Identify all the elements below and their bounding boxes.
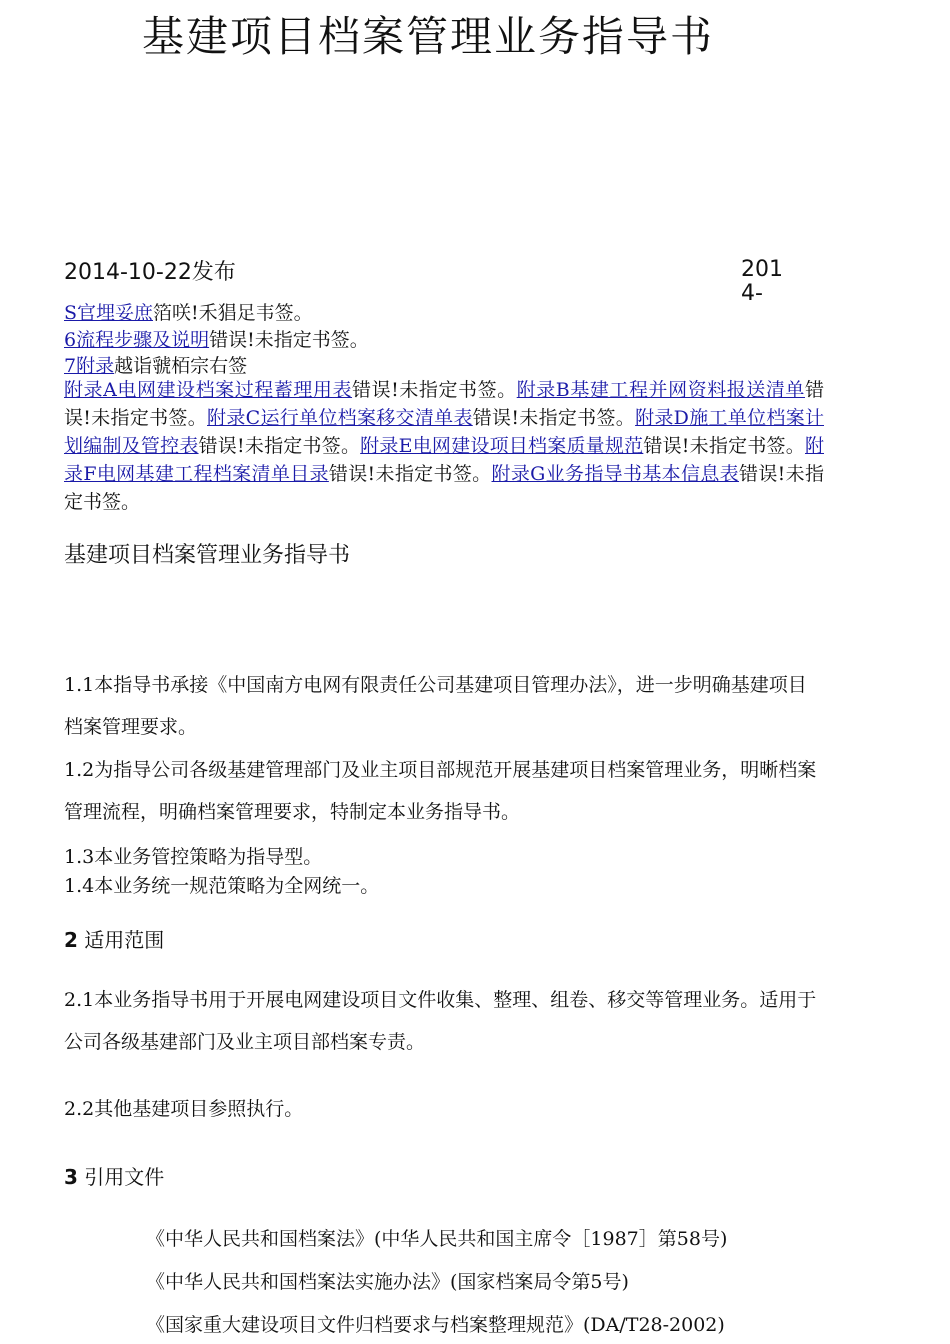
reference-item: 《中华人民共和国档案法实施办法》(国家档案局令第5号) [146, 1271, 629, 1293]
section-number: 3 [64, 1165, 78, 1189]
toc-error-text: 错误!未指定书签。 [198, 435, 361, 457]
toc-link-6[interactable]: 6流程步骤及说明 [64, 329, 210, 351]
paragraph-2-1: 2.1本业务指导书用于开展电网建设项目文件收集、整理、组卷、移交等管理业务。适用于公司各级基建部门及业主项目部档案专责。 [64, 989, 817, 1053]
toc-link-appendix-d[interactable]: 附录D施工单位档案计划编制及管控表 [64, 407, 824, 457]
toc-appendix-list [64, 376, 824, 516]
toc-link-appendix-f[interactable]: 附录F电网基建工程档案清单目录 [64, 435, 824, 485]
toc-link-appendix-e[interactable]: 附录E电网建设项目档案质量规范 [360, 435, 644, 457]
section-3-heading [64, 1161, 164, 1190]
paragraph-1-2: 1.2为指导公司各级基建管理部门及业主项目部规范开展基建项目档案管理业务，明晰档案管理流程，明确档案管理要求，特制定本业务指导书。 [64, 759, 817, 823]
toc-link-7[interactable]: 7附录 [64, 355, 115, 377]
document-title: 基建项目档案管理业务指导书 [142, 12, 715, 61]
section-number: 2 [64, 928, 78, 952]
paragraph-2-2: 2.2其他基建项目参照执行。 [64, 1098, 304, 1120]
toc-error-text: 错误!未指定书签。 [352, 379, 517, 401]
toc-error-text: 错误!未指定书签。 [328, 463, 492, 485]
paragraph-1-4: 1.4本业务统一规范策略为全网统一。 [64, 875, 380, 897]
section-2-heading [64, 924, 164, 953]
toc-entry-6 [64, 325, 369, 352]
effective-date [741, 258, 783, 306]
effective-date-line1: 201 [741, 257, 783, 282]
toc-error-text: 错误!未指定书签。 [643, 435, 805, 457]
toc-error-text: 箔咲!禾猖足韦签。 [153, 302, 313, 324]
section-title: 适用范围 [84, 928, 165, 952]
toc-error-text: 错误!未指定书签。 [64, 463, 824, 513]
paragraph-1-1: 1.1本指导书承接《中国南方电网有限责任公司基建项目管理办法》，进一步明确基建项目档案管理要求。 [64, 674, 807, 738]
effective-date-line2: 4- [741, 281, 763, 306]
toc-link-appendix-g[interactable]: 附录G业务指导书基本信息表 [491, 463, 740, 485]
toc-error-text: 错误!未指定书签。 [209, 329, 369, 351]
toc-entry-7 [64, 351, 247, 378]
toc-error-text: 错误!未指定书签。 [472, 407, 636, 429]
toc-error-text: 越诣虢栢宗右签 [114, 355, 248, 377]
toc-link-5[interactable]: S官埋妥庶 [64, 302, 154, 324]
section-title: 引用文件 [84, 1165, 165, 1189]
document-heading: 基建项目档案管理业务指导书 [64, 543, 351, 568]
toc-error-text: 错误!未指定书签。 [64, 379, 824, 429]
reference-item: 《国家重大建设项目文件归档要求与档案整理规范》(DA/T28-2002) [146, 1314, 725, 1336]
toc-link-appendix-c[interactable]: 附录C运行单位档案移交清单表 [207, 407, 473, 429]
paragraph-1-3: 1.3本业务管控策略为指导型。 [64, 846, 323, 868]
toc-entry-5 [64, 298, 313, 325]
release-date: 2014-10-22发布 [64, 260, 236, 285]
toc-link-appendix-a[interactable]: 附录A电网建设档案过程蓄理用表 [64, 379, 353, 401]
toc-link-appendix-b[interactable]: 附录B基建工程并网资料报送清单 [516, 379, 805, 401]
reference-item: 《中华人民共和国档案法》(中华人民共和国主席令［1987］第58号) [146, 1228, 728, 1250]
